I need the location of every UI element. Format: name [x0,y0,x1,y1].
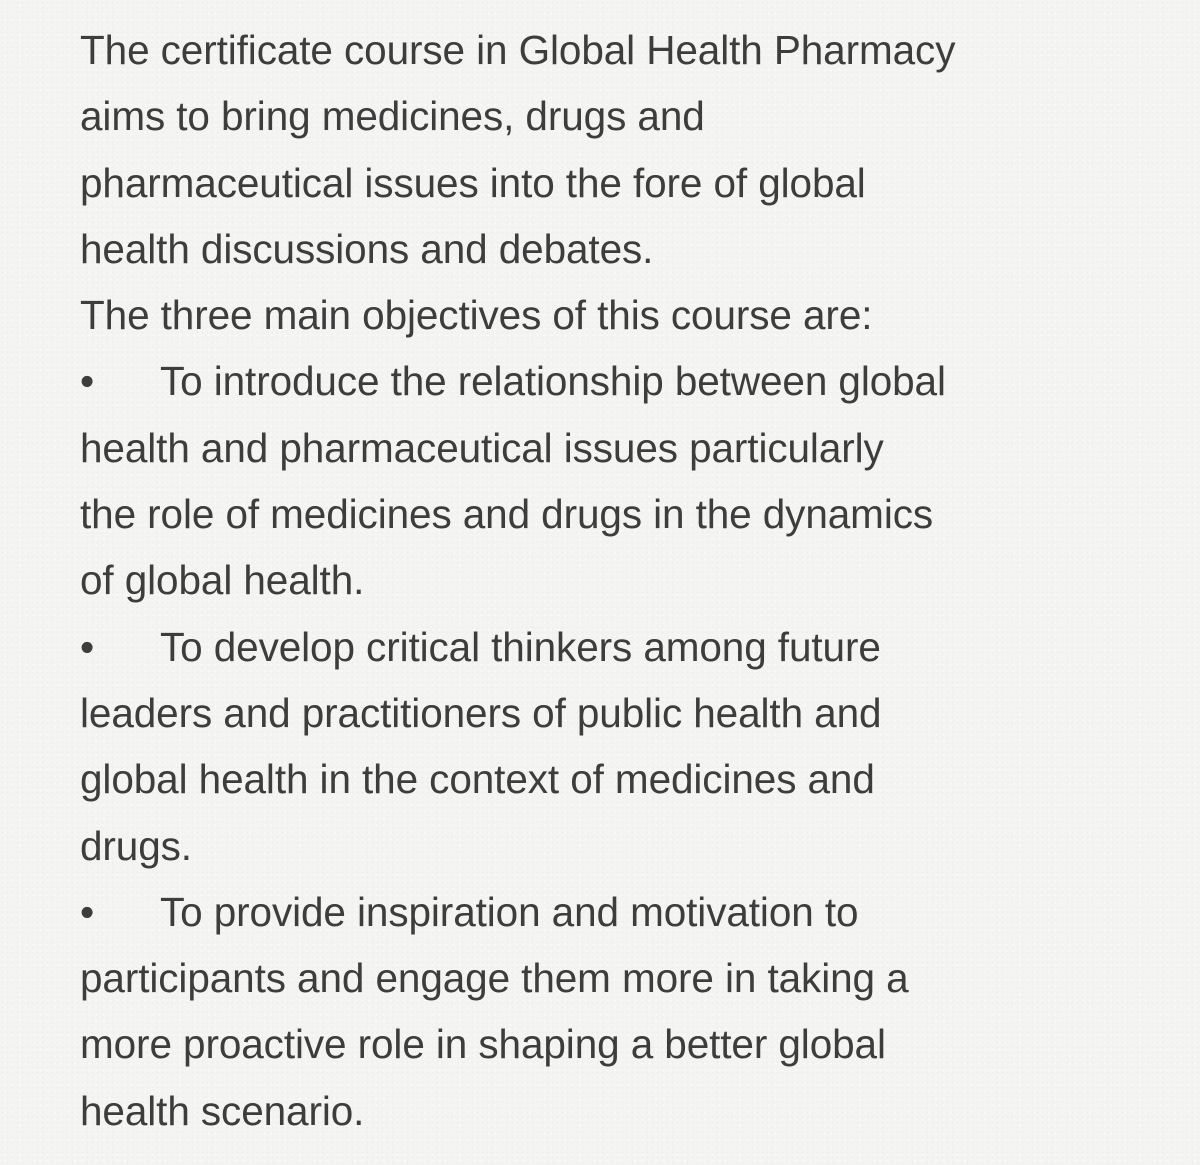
objective-3-text: To provide inspiration and motivation to [160,888,859,935]
intro-line-1: The certificate course in Global Health Pharmacy [80,27,956,73]
intro-line-3: pharmaceutical issues into the fore of global [80,159,866,206]
objective-2-line-2: leaders and practitioners of public health and [80,689,882,736]
objective-1-line-1 [80,348,1140,414]
objective-2-text: To develop critical thinkers among future [160,623,881,670]
objective-1-line-3: the role of medicines and drugs in the dynamics [80,491,934,538]
objective-1-line-4: of global health. [80,557,365,604]
objective-2-line-1 [80,614,1140,680]
objective-3-line-1 [80,879,1140,945]
note-body [80,17,1140,1144]
bullet-icon: • [80,888,95,935]
objective-3-line-2: participants and engage them more in taking a [80,955,909,1002]
bullet-icon: • [80,358,95,405]
objective-3-line-4: health scenario. [80,1087,365,1134]
intro-line-2: aims to bring medicines, drugs and [80,93,705,140]
objective-2-line-3: global health in the context of medicines and [80,756,875,803]
intro-line-4: health discussions and debates. [80,225,654,272]
objectives-heading: The three main objectives of this course are: [80,292,873,339]
objective-1-line-2: health and pharmaceutical issues particularly [80,424,884,471]
objective-3-line-3: more proactive role in shaping a better global [80,1021,886,1068]
objective-2-line-4: drugs. [80,822,192,869]
objective-1-text: To introduce the relationship between global [160,358,946,405]
bullet-icon: • [80,623,95,670]
